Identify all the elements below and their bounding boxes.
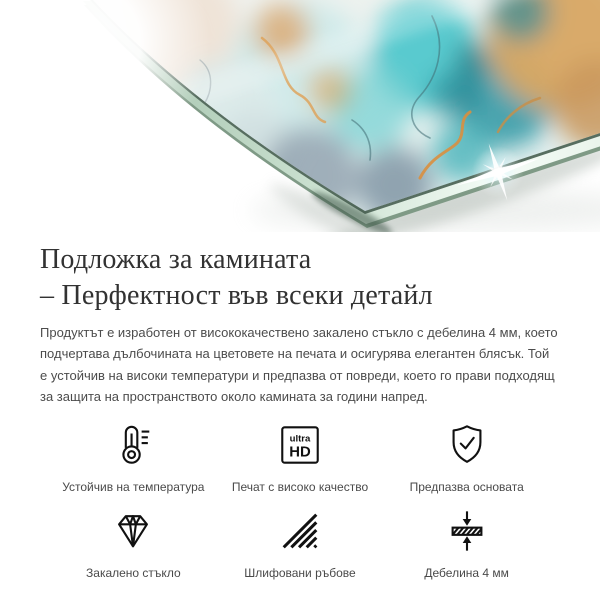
diamond-icon (110, 506, 156, 556)
page-title-line2: – Перфектност във всеки детайл (40, 279, 433, 311)
feature-tempered-glass (50, 506, 217, 580)
feature-label: Печат с високо качество (231, 480, 369, 495)
feature-polished-edges (217, 506, 384, 580)
thickness-icon (444, 506, 490, 556)
glass-panel-illustration (0, 0, 600, 232)
ultra-hd-badge-bottom: HD (289, 444, 311, 461)
feature-temperature (50, 420, 217, 494)
product-intro-text: Продуктът е изработен от висококачествено закалено стъкло с дебелина 4 мм, което подчертава дълбочината на цветовете на печата и осигурява елегантен блясък. Той е устойчив на високи температури и предпазва от повреди, което го прави подходящ за защита на пространството около камината за години напред. (40, 324, 558, 404)
feature-label: Закалено стъкло (86, 566, 181, 581)
feature-label: Предпазва основата (409, 480, 524, 495)
feature-label: Дебелина 4 мм (424, 566, 509, 581)
product-photo (0, 0, 600, 232)
page-title (40, 242, 560, 314)
feature-protects-base (383, 420, 550, 494)
ultra-hd-icon (277, 420, 323, 470)
ultra-hd-badge-top: ultra (289, 434, 311, 446)
feature-label: Шлифовани ръбове (244, 566, 356, 581)
polished-edges-icon (277, 506, 323, 556)
feature-print-quality (217, 420, 384, 494)
light-glow (0, 0, 210, 167)
feature-label: Устойчив на температура (62, 480, 205, 495)
thermometer-icon (110, 420, 156, 470)
feature-grid (50, 420, 550, 580)
feature-thickness (383, 506, 550, 580)
page-title-line1: Подложка за камината (40, 244, 312, 275)
product-description-section (0, 242, 600, 580)
shield-check-icon (444, 420, 490, 470)
